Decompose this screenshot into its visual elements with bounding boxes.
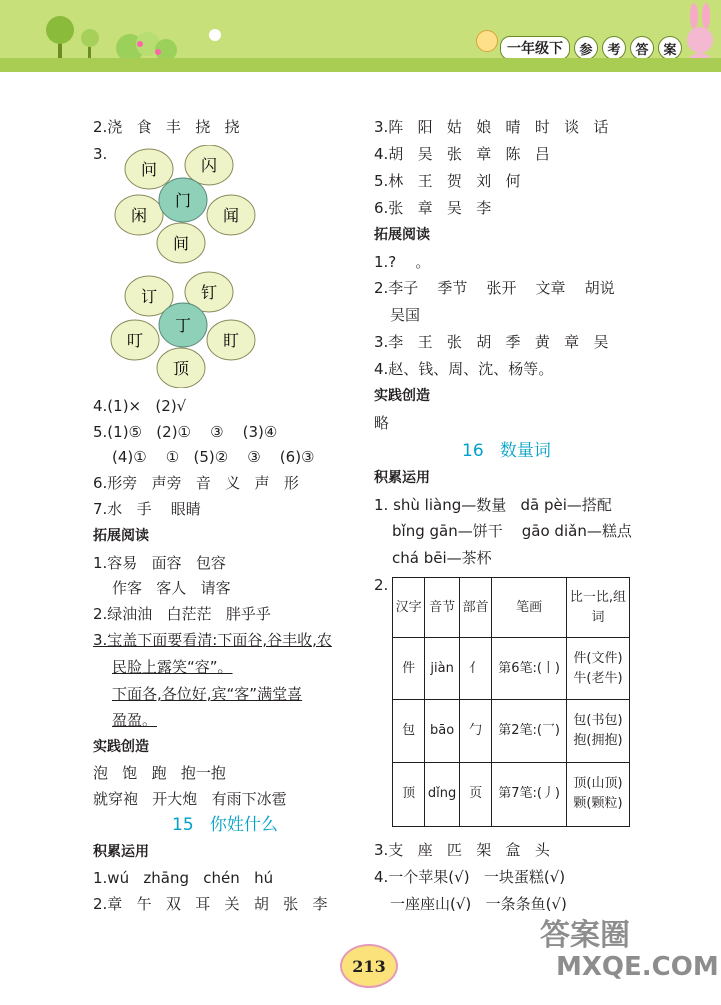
character-flower-ding (105, 268, 265, 388)
section-heading: 拓展阅读 (374, 227, 430, 243)
section-heading: 实践创造 (93, 739, 149, 755)
answer-line: 6.形旁 声旁 音 义 声 形 (93, 474, 299, 492)
grass-strip (0, 58, 721, 72)
answer-line: 6.张 章 吴 李 (374, 199, 492, 217)
character-flower-men (105, 145, 265, 265)
lesson-title: 15 你姓什么 (172, 815, 278, 835)
site-watermark: MXQE.COM (556, 952, 719, 982)
answer-line: 略 (374, 414, 390, 432)
table-header: 部首 (460, 578, 492, 638)
petal-char: 闲 (130, 206, 148, 225)
petal-char: 闪 (200, 156, 218, 175)
center-char: 丁 (174, 316, 192, 335)
table-header-row (393, 578, 630, 638)
petal-char: 闻 (222, 206, 240, 225)
answer-line: 3.李 王 张 胡 季 黄 章 吴 (374, 333, 609, 351)
answer-line: 1.容易 面容 包容 (93, 554, 226, 572)
petal-char: 盯 (222, 331, 240, 350)
section-heading: 积累运用 (374, 470, 430, 486)
table-cell: 件 (393, 638, 425, 700)
answer-char: 考 (602, 36, 626, 60)
table-cell: 包 (393, 700, 425, 762)
answer-line: 下面各,各位好,宾“客”满堂喜 (112, 685, 303, 703)
petal-char: 问 (140, 160, 158, 179)
table-cell: 第7笔:(丿) (492, 762, 567, 826)
answer-line: 4.(1)× (2)√ (93, 397, 187, 415)
table-cell: 亻 (460, 638, 492, 700)
section-heading: 积累运用 (93, 844, 149, 860)
answer-line: 3. (93, 145, 108, 163)
answer-line: 泡 饱 跑 抱一抱 (93, 764, 226, 782)
answer-line: 7.水 手 眼睛 (93, 500, 201, 518)
page-header (0, 0, 721, 72)
answer-line: 作客 客人 请客 (112, 579, 231, 597)
petal-char: 钉 (200, 283, 218, 302)
answer-line: bǐng gān—饼干 gāo diǎn—糕点 (392, 522, 632, 540)
section-heading: 实践创造 (374, 388, 430, 404)
table-row (393, 762, 630, 826)
table-cell: 顶 (393, 762, 425, 826)
answer-char: 参 (574, 36, 598, 60)
answer-line: 民脸上露笑“容”。 (112, 658, 233, 676)
table-cell: 顶(山顶)颗(颗粒) (567, 762, 630, 826)
answer-line: 2.绿油油 白茫茫 胖乎乎 (93, 605, 271, 623)
answer-line: 1.wú zhāng chén hú (93, 869, 274, 887)
table-header: 笔画 (492, 578, 567, 638)
table-cell: 页 (460, 762, 492, 826)
petal-char: 间 (172, 234, 190, 253)
lesson-title: 16 数量词 (462, 441, 551, 461)
table-cell: 勹 (460, 700, 492, 762)
answer-line: 4.胡 吴 张 章 陈 吕 (374, 145, 550, 163)
table-header: 音节 (425, 578, 460, 638)
logo-watermark: 答案圈 (540, 918, 630, 953)
answer-line: 盈盈。 (112, 711, 158, 729)
answer-line: 1.? 。 (374, 253, 431, 271)
center-char: 门 (174, 191, 192, 210)
petal-char: 叮 (126, 331, 144, 350)
answer-line: (4)① ① (5)② ③ (6)③ (112, 448, 315, 466)
page-number: 213 (340, 944, 398, 988)
table-cell: 第2笔:(乛) (492, 700, 567, 762)
table-header: 汉字 (393, 578, 425, 638)
answer-line: 就穿袍 开大炮 有雨下冰雹 (93, 790, 287, 808)
answer-line: 3.支 座 匹 架 盒 头 (374, 841, 550, 859)
grade-label: 一年级下 (500, 36, 570, 60)
table-cell: 第6笔:(丨) (492, 638, 567, 700)
answer-line: 吴国 (390, 306, 421, 324)
table-row (393, 700, 630, 762)
answer-line: 3.宝盖下面要看清:下面谷,谷丰收,农 (93, 631, 332, 649)
table-cell: dǐng (425, 762, 460, 826)
answer-line: 5.林 王 贺 刘 何 (374, 172, 521, 190)
table-cell: jiàn (425, 638, 460, 700)
section-heading: 拓展阅读 (93, 528, 149, 544)
answer-line: 2. (374, 576, 389, 594)
answer-line: 1. shù liàng—数量 dā pèi—搭配 (374, 496, 612, 514)
table-cell: bāo (425, 700, 460, 762)
answer-line: 3.阵 阳 姑 娘 晴 时 谈 话 (374, 118, 609, 136)
header-title (500, 36, 682, 60)
answer-line: 2.李子 季节 张开 文章 胡说 (374, 279, 615, 297)
answer-line: 2.章 午 双 耳 关 胡 张 李 (93, 895, 328, 913)
answer-line: 4.赵、钱、周、沈、杨等。 (374, 360, 554, 378)
table-row (393, 638, 630, 700)
answer-line: 5.(1)⑤ (2)① ③ (3)④ (93, 423, 278, 441)
character-table (392, 577, 630, 827)
answer-line: 一座座山(√) 一条条鱼(√) (390, 895, 567, 913)
petal-char: 订 (140, 287, 158, 306)
answer-line: 2.浇 食 丰 挠 挠 (93, 118, 240, 136)
answer-char: 案 (658, 36, 682, 60)
table-header: 比一比,组词 (567, 578, 630, 638)
answer-char: 答 (630, 36, 654, 60)
table-cell: 件(文件)牛(老牛) (567, 638, 630, 700)
petal-char: 顶 (172, 359, 190, 378)
answer-line: chá bēi—茶杯 (392, 549, 492, 567)
answer-line: 4.一个苹果(√) 一块蛋糕(√) (374, 868, 566, 886)
table-cell: 包(书包)抱(拥抱) (567, 700, 630, 762)
smile-icon (476, 30, 498, 52)
